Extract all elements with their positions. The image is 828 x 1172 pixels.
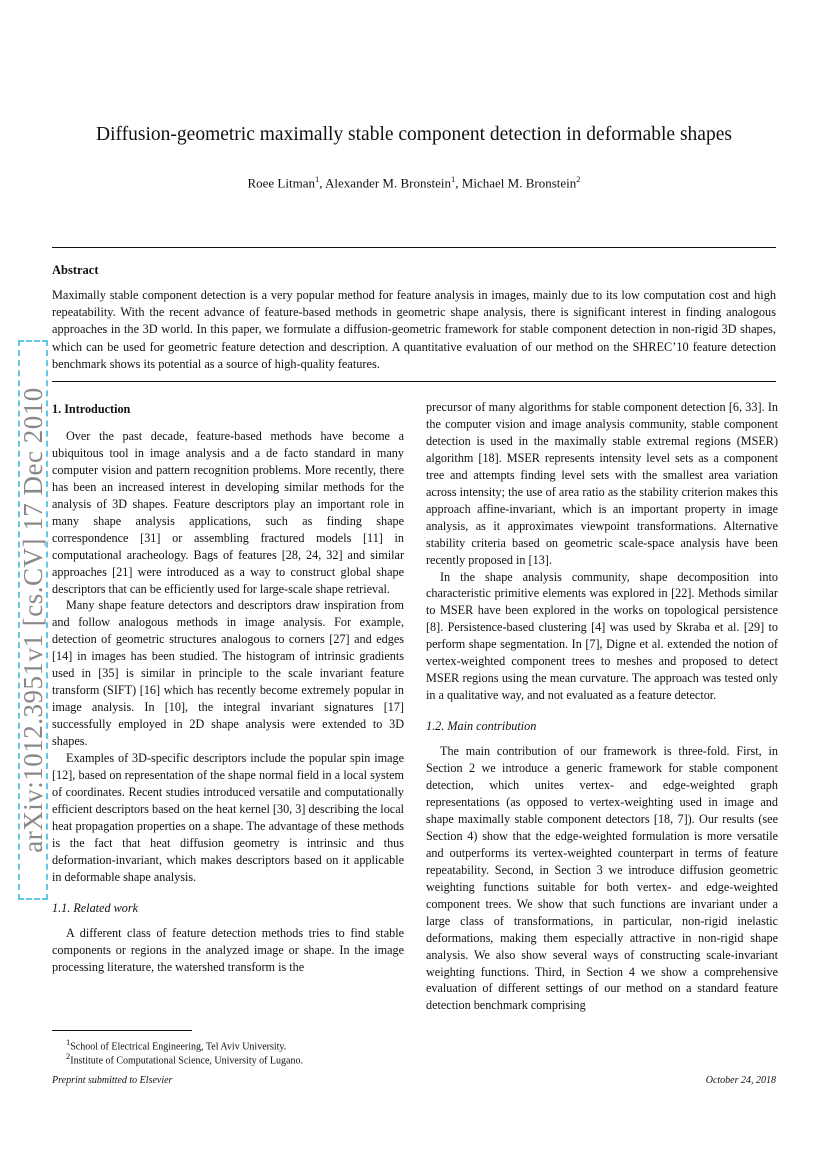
- paragraph: A different class of feature detection methods tries to find stable components or regions in the analyzed image or shape. In the image processing literature, the watershed transform is the: [52, 925, 404, 974]
- paragraph: The main contribution of our framework is three-fold. First, in Section 2 we introduce a generic framework for stable component detection, which unites vertex- and edge-weighted graph representations (as opposed to vertex-weighting used in image and shape maximally stable component detectors [18, 7]). Our results (see Section 4) show that the edge-weighted formulation is more versatile and outperforms its vertex-weighted counterpart in terms of feature repeatability. Second, in Section 3 we introduce diffusion geometric weighting functions suitable for both vertex- and edge-weighted component trees. We show that such functions are invariant under a large class of transformations, in particular, non-rigid inelastic deformations, making them especially attractive in non-rigid shape analysis. We also show several ways of constructing scale-invariant weighting functions. Third, in Section 4 we show a comprehensive evaluation of different settings of our method on a standard feature detection benchmark comprising: [426, 744, 778, 1013]
- paper-title: Diffusion-geometric maximally stable component detection in deformable shapes: [96, 124, 732, 145]
- section-heading-introduction: 1. Introduction: [52, 402, 131, 416]
- abstract-text: Maximally stable component detection is a very popular method for feature analysis in images, mainly due to its low computation cost and high repeatability. With the recent advance of feature-based methods in geometric shape analysis, there is significant interest in finding analogous approaches in the 3D world. In this paper, we formulate a diffusion-geometric framework for stable component detection in non-rigid 3D shapes, which can be used for geometric feature detection and description. A quantitative evaluation of our method on the SHREC’10 feature detection benchmark shows its potential as a source of high-quality features.: [52, 288, 776, 371]
- footer-date: October 24, 2018: [705, 1075, 776, 1086]
- footnote-rule: [52, 1030, 192, 1031]
- author-name: Roee Litman: [247, 175, 315, 191]
- paragraph: Many shape feature detectors and descriptors draw inspiration from and follow analogous methods in image analysis. For example, detection of geometric structures analogous to corners [27] and edges [14] in images has been studied. The histogram of intrinsic gradients used in [35] is similar in principle to the scale invariant feature transform (SIFT) [16] which has recently become extremely popular in image analysis. In [10], the integral invariant signatures [17] successfully employed in 2D shape analysis were extended to 3D shapes.: [52, 598, 404, 749]
- abstract-top-rule: [52, 247, 776, 248]
- footnote: [52, 1049, 392, 1068]
- footnote-mark: 2: [66, 1051, 71, 1061]
- footer-preprint-note: Preprint submitted to Elsevier: [52, 1075, 173, 1086]
- left-column: [52, 399, 404, 976]
- arxiv-stamp-text: arXiv:1012.3951v1 [cs.CV] 17 Dec 2010: [18, 387, 48, 853]
- author-affiliation-mark: 1: [314, 174, 320, 184]
- abstract-heading: Abstract: [52, 263, 99, 277]
- footnote-mark: 1: [66, 1037, 71, 1047]
- paragraph: Over the past decade, feature-based methods have become a ubiquitous tool in image analysis and a de facto standard in many computer vision and pattern recognition problems. More recently, there has been an increased interest in developing similar methods for the analysis of 3D shapes. Feature descriptors play an important role in many shape analysis applications, such as finding shape correspondence [31] or assembling fractured models [11] in computational aracheology. Bags of features [28, 24, 32] and similar approaches [21] were introduced as a way to construct global shape descriptors that can be efficiently used for large-scale shape retrieval.: [52, 428, 404, 596]
- author-name: Michael M. Bronstein: [461, 175, 577, 191]
- author-affiliation-mark: 1: [451, 174, 456, 184]
- author-affiliation-mark: 2: [576, 174, 581, 184]
- footnote-text: Institute of Computational Science, University of Lugano.: [70, 1055, 303, 1067]
- author-list: [52, 170, 776, 192]
- right-column: [426, 399, 778, 1014]
- author-separator: ,: [455, 175, 462, 191]
- author-name: Alexander M. Bronstein: [325, 175, 452, 191]
- author-separator: ,: [319, 175, 326, 191]
- paragraph: precursor of many algorithms for stable component detection [6, 33]. In the computer vision and image analysis community, stable component detection is used in the maximally stable extremal regions (MSER) algorithm [18]. MSER represents intensity level sets as a component tree and attempts finding level sets with the smallest area variation across intensity; the use of area ratio as the stability criterion makes this approach affine-invariant, which is an important property in image analysis, as it approximates viewpoint transformations. Alternative stability criteria based on geometric scale-space analysis have been recently proposed in [13].: [426, 400, 778, 567]
- paragraph: In the shape analysis community, shape decomposition into characteristic primitive elements was explored in [22]. Methods similar to MSER have been explored in the works on topological persistence [8]. Persistence-based clustering [4] was used by Skraba et al. [29] to perform shape segmentation. In [7], Digne et al. extended the notion of vertex-weighted component trees to meshes and proposed to detect MSER regions using the mean curvature. The approach was tested only in a qualitative way, and not evaluated as a feature detector.: [426, 569, 778, 703]
- footnote-text: School of Electrical Engineering, Tel Aviv University.: [70, 1041, 287, 1053]
- subsection-heading-main-contribution: 1.2. Main contribution: [426, 719, 537, 734]
- abstract-bottom-rule: [52, 381, 776, 382]
- subsection-heading-related-work: 1.1. Related work: [52, 900, 138, 915]
- paragraph: Examples of 3D-specific descriptors include the popular spin image [12], based on representation of the shape normal field in a local system of coordinates. Recent studies introduced versatile and computationally efficient descriptors based on the heat kernel [30, 3] describing the local heat propagation properties on a shape. The advantage of these methods is the fact that heat diffusion geometry is intrinsic and thus deformation-invariant, which makes descriptors based on it applicable in deformable shape analysis.: [52, 751, 404, 884]
